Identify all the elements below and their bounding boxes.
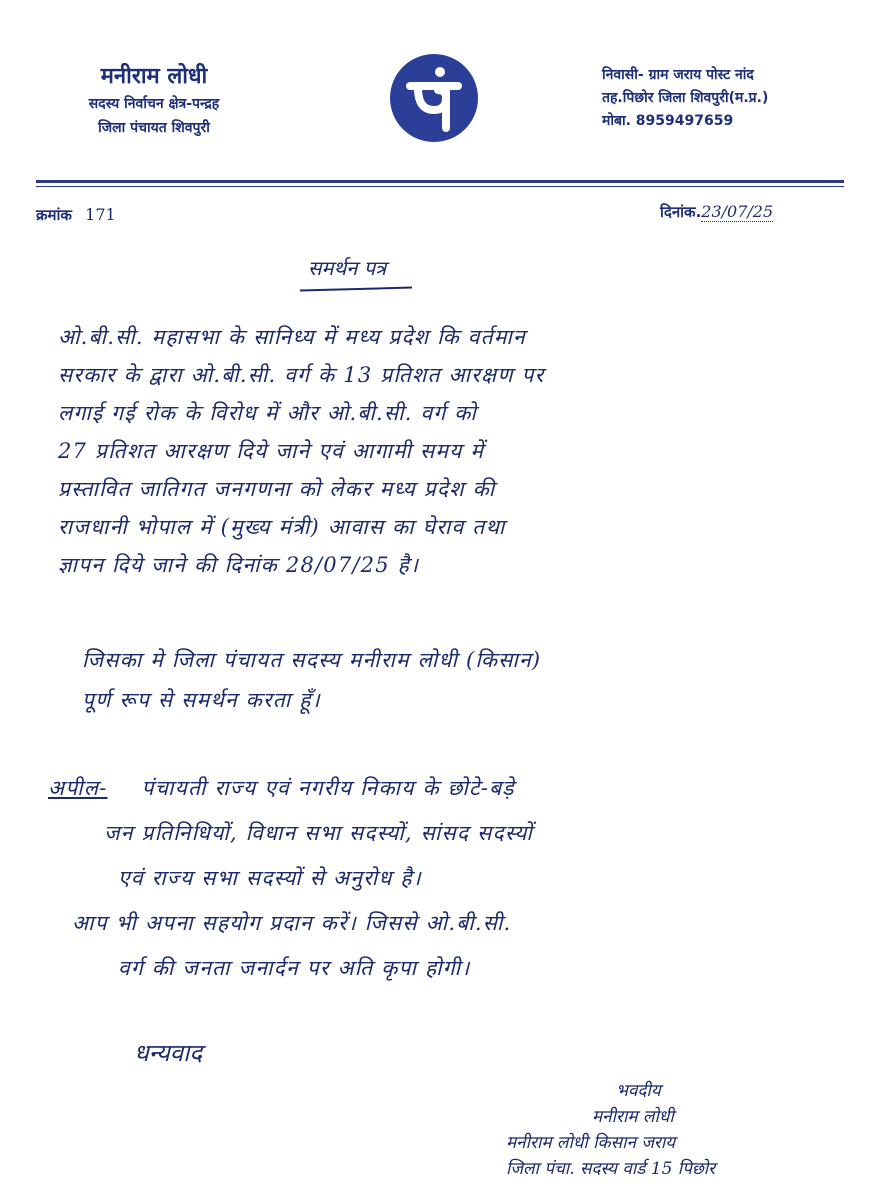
letterhead-constituency: सदस्य निर्वाचन क्षेत्र-पन्द्रह [88,96,220,112]
appeal-line: वर्ग की जनता जनार्दन पर अति कृपा होगी। [118,956,471,980]
body-line: सरकार के द्वारा ओ.बी.सी. वर्ग के 13 प्रतिशत आरक्षण पर [58,363,545,387]
body-line: लगाई गई रोक के विरोध में और ओ.बी.सी. वर्ग को [58,401,478,425]
support-paragraph [82,640,842,720]
appeal-line: पंचायती राज्य एवं नगरीय निकाय के छोटे-बड़े [141,776,515,800]
party-logo-icon [388,52,480,144]
support-line: पूर्ण रूप से समर्थन करता हूँ। [82,688,321,712]
appeal-section [48,766,838,991]
body-line: राजधानी भोपाल में (मुख्य मंत्री) आवास का घेराव तथा [58,515,506,539]
date-value: 23/07/25 [701,202,774,221]
signatory-designation: जिला पंचा. सदस्य वार्ड 15 पिछोर [506,1159,716,1179]
letterhead-district: जिला पंचायत शिवपुरी [98,120,210,136]
appeal-label: अपील- [48,776,108,800]
subject-underline [300,287,412,292]
letterhead-mobile: मोबा. 8959497659 [602,113,734,129]
appeal-line: आप भी अपना सहयोग प्रदान करें। जिससे ओ.बी.सी. [72,911,512,935]
letter-date [660,202,773,222]
body-line: ज्ञापन दिये जाने की दिनांक 28/07/25 है। [58,553,420,577]
letterhead-left [34,62,274,140]
letter-subject: समर्थन पत्र [308,256,387,280]
body-line: 27 प्रतिशत आरक्षण दिये जाने एवं आगामी समय में [58,439,485,463]
salutation: भवदीय [616,1081,661,1101]
letterhead-name: मनीराम लोधी [100,64,208,89]
appeal-line: जन प्रतिनिधियों, विधान सभा सदस्यों, सांसद सदस्यों [104,821,534,845]
reference-value: 171 [85,205,116,224]
date-label: दिनांक. [660,203,702,221]
signature-block [506,1078,856,1182]
letterhead-right [602,64,862,133]
body-line: ओ.बी.सी. महासभा के सानिध्य में मध्य प्रदेश कि वर्तमान [58,325,526,349]
header-divider-thin [36,186,844,187]
letterhead-tehsil: तह.पिछोर जिला शिवपुरी(म.प्र.) [602,90,769,106]
reference-number [36,205,116,225]
reference-label: क्रमांक [36,206,72,224]
appeal-line: एवं राज्य सभा सदस्यों से अनुरोध है। [118,866,422,890]
body-line: प्रस्तावित जातिगत जनगणना को लेकर मध्य प्रदेश की [58,477,496,501]
closing-thanks: धन्यवाद [134,1039,203,1067]
letterhead-address: निवासी- ग्राम जराय पोस्ट नांद [602,67,754,83]
handwritten-signature: मनीराम लोधी [592,1107,674,1127]
signatory-name: मनीराम लोधी किसान जराय [506,1133,676,1153]
support-line: जिसका मे जिला पंचायत सदस्य मनीराम लोधी (किसान) [82,648,542,672]
letter-body [58,318,828,584]
header-divider [36,180,844,183]
